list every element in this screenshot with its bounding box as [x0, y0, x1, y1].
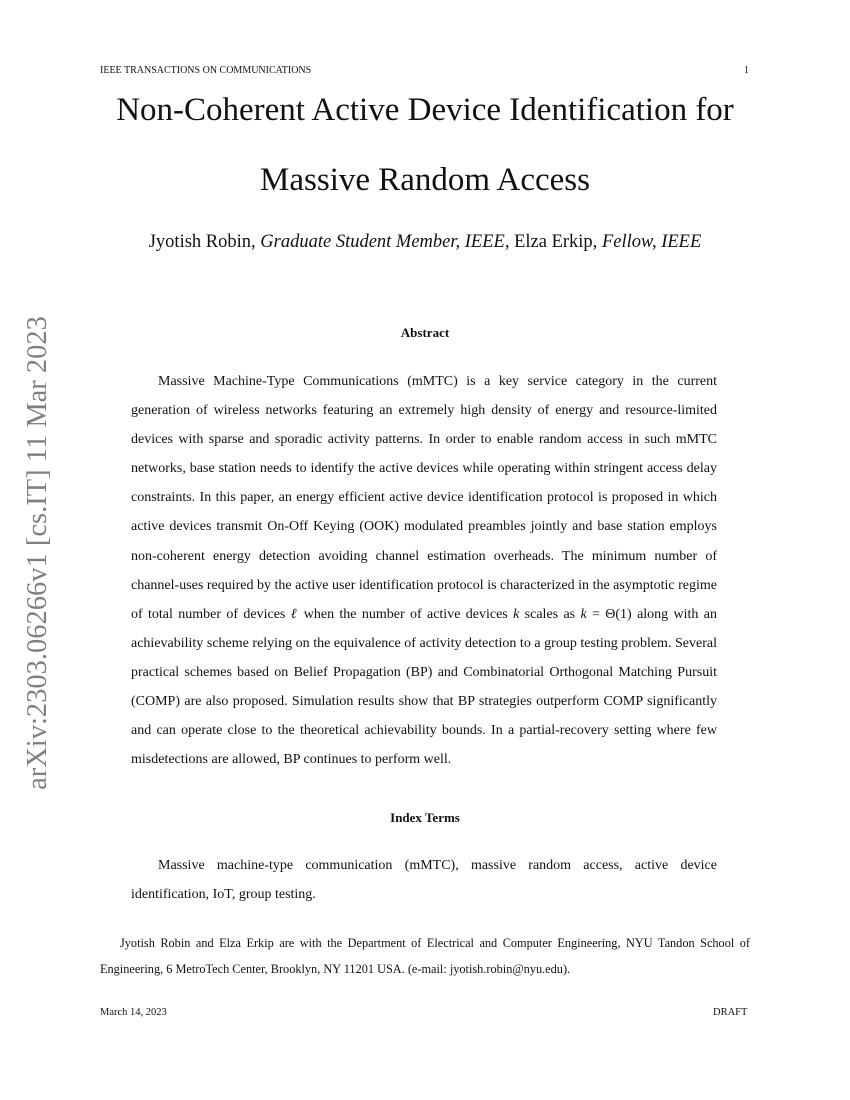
author-line	[0, 232, 850, 253]
title-line-2: Massive Random Access	[260, 162, 590, 198]
abstract-part: Massive Machine-Type Communications (mMTC) is a key service category in the current generation of wireless networks featuring an extremely high density of energy and resource-limited devices with sparse and sporadic activity patterns. In order to enable random access in such mMTC networks, base station needs to identify the active devices while operating within stringent access delay constraints. In this paper, an energy efficient active device identification protocol is proposed in which active devices transmit On-Off Keying (OOK) modulated preambles jointly and base station employs non-coherent energy detection avoiding channel estimation overheads. The minimum number of channel-uses required by the active user identification protocol is characterized in the asymptotic regime of total number of devices	[131, 374, 717, 622]
journal-header: IEEE TRANSACTIONS ON COMMUNICATIONS	[100, 65, 312, 76]
author-footnote: Jyotish Robin and Elza Erkip are with the Department of Electrical and Computer Engineering, NYU Tandon School of Engineering, 6 MetroTech Center, Brooklyn, NY 11201 USA. (e-mail: jyotish.robin@nyu.edu).	[100, 936, 750, 976]
arxiv-identifier: arXiv:2303.06266v1 [cs.IT] 11 Mar 2023	[22, 316, 53, 790]
author-1-role: Graduate Student Member, IEEE,	[260, 232, 510, 252]
abstract-text	[131, 367, 717, 774]
page-number: 1	[744, 65, 749, 76]
abstract-part: when the number of active devices	[298, 606, 514, 622]
author-2-role: Fellow, IEEE	[601, 232, 702, 252]
author-2: Elza Erkip,	[509, 232, 602, 252]
index-terms-text: Massive machine-type communication (mMTC), massive random access, active device identification, IoT, group testing.	[131, 858, 717, 903]
index-terms-heading: Index Terms	[390, 810, 460, 825]
abstract-part: along with an achievability scheme relying on the equivalence of activity detection to a group testing problem. Several practical schemes based on Belief Propagation (BP) and Combinatorial Orthogonal Matching Pursuit (COMP) are also proposed. Simulation results show that BP strategies outperform COMP significantly and can operate close to the theoretical achievability bounds. In a partial-recovery setting where few misdetections are allowed, BP continues to perform well.	[131, 606, 717, 768]
title-line-1: Non-Coherent Active Device Identification for	[116, 92, 734, 128]
math-k: k	[513, 606, 520, 622]
math-theta: = Θ(1)	[586, 606, 632, 622]
abstract-part: scales as	[519, 606, 581, 622]
author-1: Jyotish Robin,	[148, 232, 261, 252]
footer-date: March 14, 2023	[100, 1007, 167, 1018]
math-ell: ℓ	[290, 606, 299, 622]
abstract-heading: Abstract	[400, 325, 450, 340]
footer-status: DRAFT	[713, 1007, 748, 1018]
math-k: k	[580, 606, 587, 622]
